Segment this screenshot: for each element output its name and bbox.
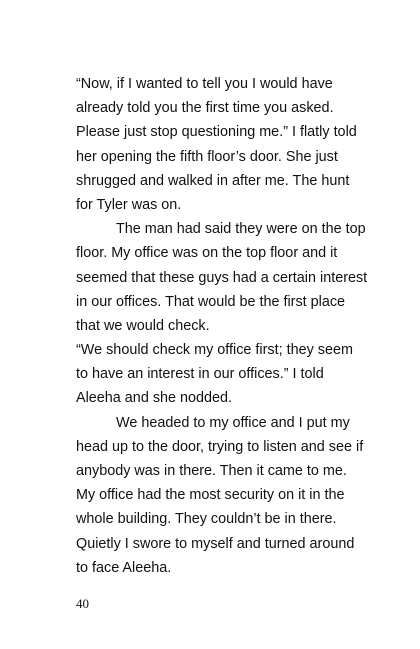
text-line: that we would check. [76,317,210,334]
text-line: to face Aleeha. [76,559,172,576]
text-line: Quietly I swore to myself and turned around [76,535,355,552]
text-line: anybody was in there. Then it came to me. [76,463,347,479]
text-line-indented: We headed to my office and I put my [116,414,350,431]
text-line: shrugged and walked in after me. The hunt [76,172,350,189]
text-line: “We should check my office first; they seem [76,342,353,359]
text-line: her opening the fifth floor’s door. She just [76,148,338,165]
text-line-indented: The man had said they were on the top [116,221,366,238]
text-line: to have an interest in our offices.” I told [76,366,324,383]
text-line: Please just stop questioning me.” I flatly told [76,124,357,141]
text-line: “Now, if I wanted to tell you I would have [76,76,333,92]
page-number: 40 [76,596,89,611]
text-line: already told you the first time you asked. [76,100,334,117]
text-line: seemed that these guys had a certain interest [76,269,368,286]
text-line: My office had the most security on it in the [76,487,345,504]
text-line: floor. My office was on the top floor and it [76,245,338,262]
text-line: whole building. They couldn’t be in there. [76,511,337,528]
text-line: head up to the door, trying to listen and see if [76,438,364,455]
text-line: Aleeha and she nodded. [76,390,233,407]
text-line: in our offices. That would be the first place [76,293,346,310]
body-text [76,72,366,580]
text-line: for Tyler was on. [76,196,182,213]
